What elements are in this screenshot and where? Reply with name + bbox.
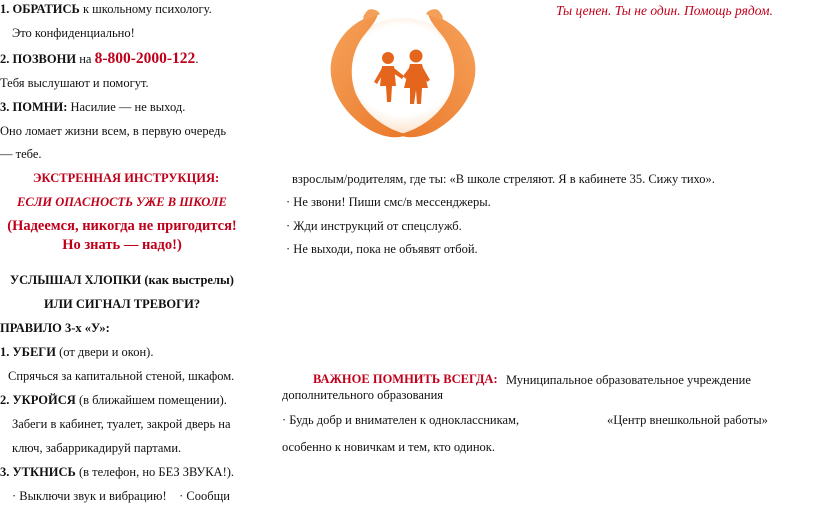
step-3-line-2: Оно ломает жизни всем, в первую очередь — [0, 124, 227, 138]
step-1-title: 1. ОБРАТИСЬ — [0, 2, 80, 16]
hide-text: (в ближайшем помещении). — [75, 393, 227, 407]
bullet-no-calls: · Не звони! Пиши смс/в мессенджеры. — [286, 195, 491, 209]
hotline-phone: 8-800-2000-122 — [94, 50, 196, 67]
run-title: 1. УБЕГИ — [0, 345, 56, 359]
silent-title: 3. УТКНИСЬ — [0, 465, 76, 479]
hide-sub-1: Забеги в кабинет, туалет, закрой дверь на — [12, 417, 231, 431]
step-2-line — [0, 51, 198, 67]
hands-protecting-children-icon — [318, 6, 488, 144]
hope-note-2: Но знать — надо!) — [62, 237, 182, 253]
emergency-title: ЭКСТРЕННАЯ ИНСТРУКЦИЯ: — [33, 171, 220, 185]
silent-text: (в телефон, но БЕЗ ЗВУКА!). — [75, 465, 235, 479]
important-bullet-2: особенно к новичкам и тем, кто одинок. — [282, 440, 495, 454]
org-line-3: «Центр внешкольной работы» — [607, 413, 768, 427]
step-3-text: Насилие — не выход. — [67, 100, 186, 114]
step-3-line — [0, 100, 185, 115]
run-line — [0, 345, 153, 360]
bullet-stay: · Не выходи, пока не объявят отбой. — [286, 242, 478, 256]
step-1-sub: Это конфиденциально! — [12, 26, 135, 40]
step-2-text: на — [76, 52, 95, 66]
slogan: Ты ценен. Ты не один. Помощь рядом. — [556, 3, 773, 18]
heard-shots-line-2: ИЛИ СИГНАЛ ТРЕВОГИ? — [44, 297, 201, 311]
bullet-wait: · Жди инструкций от спецслужб. — [286, 219, 462, 233]
message-example: взрослым/родителям, где ты: «В школе стреляют. Я в кабинете 35. Сижу тихо». — [292, 172, 715, 186]
step-2-sub: Тебя выслушают и помогут. — [0, 76, 149, 90]
step-3-line-3: — тебе. — [0, 147, 42, 161]
step-2-title: 2. ПОЗВОНИ — [0, 52, 77, 66]
run-text: (от двери и окон). — [55, 345, 154, 359]
step-3-title: 3. ПОМНИ: — [0, 100, 68, 114]
org-line-1: Муниципальное образовательное учреждение — [506, 373, 751, 387]
org-line-2: дополнительного образования — [282, 388, 444, 402]
silent-line — [0, 465, 234, 480]
hide-line — [0, 393, 227, 408]
hope-note-1: (Надеемся, никогда не пригодится! — [7, 218, 237, 234]
rule-title: ПРАВИЛО 3-х «У»: — [0, 321, 110, 335]
step-2-end: . — [195, 52, 199, 66]
important-bullet-1: · Будь добр и внимателен к одноклассникам, — [282, 413, 520, 427]
emergency-subtitle: ЕСЛИ ОПАСНОСТЬ УЖЕ В ШКОЛЕ — [17, 195, 227, 209]
silent-sub: · Выключи звук и вибрацию! · Сообщи — [12, 489, 230, 503]
hide-sub-2: ключ, забаррикадируй партами. — [12, 441, 182, 455]
step-1-text: к школьному психологу. — [79, 2, 212, 16]
important-title: ВАЖНОЕ ПОМНИТЬ ВСЕГДА: — [313, 372, 498, 386]
heard-shots-line-1: УСЛЫШАЛ ХЛОПКИ (как выстрелы) — [10, 273, 234, 287]
hide-title: 2. УКРОЙСЯ — [0, 393, 76, 407]
step-1-line — [0, 2, 212, 17]
run-sub: Спрячься за капитальной стеной, шкафом. — [8, 369, 235, 383]
